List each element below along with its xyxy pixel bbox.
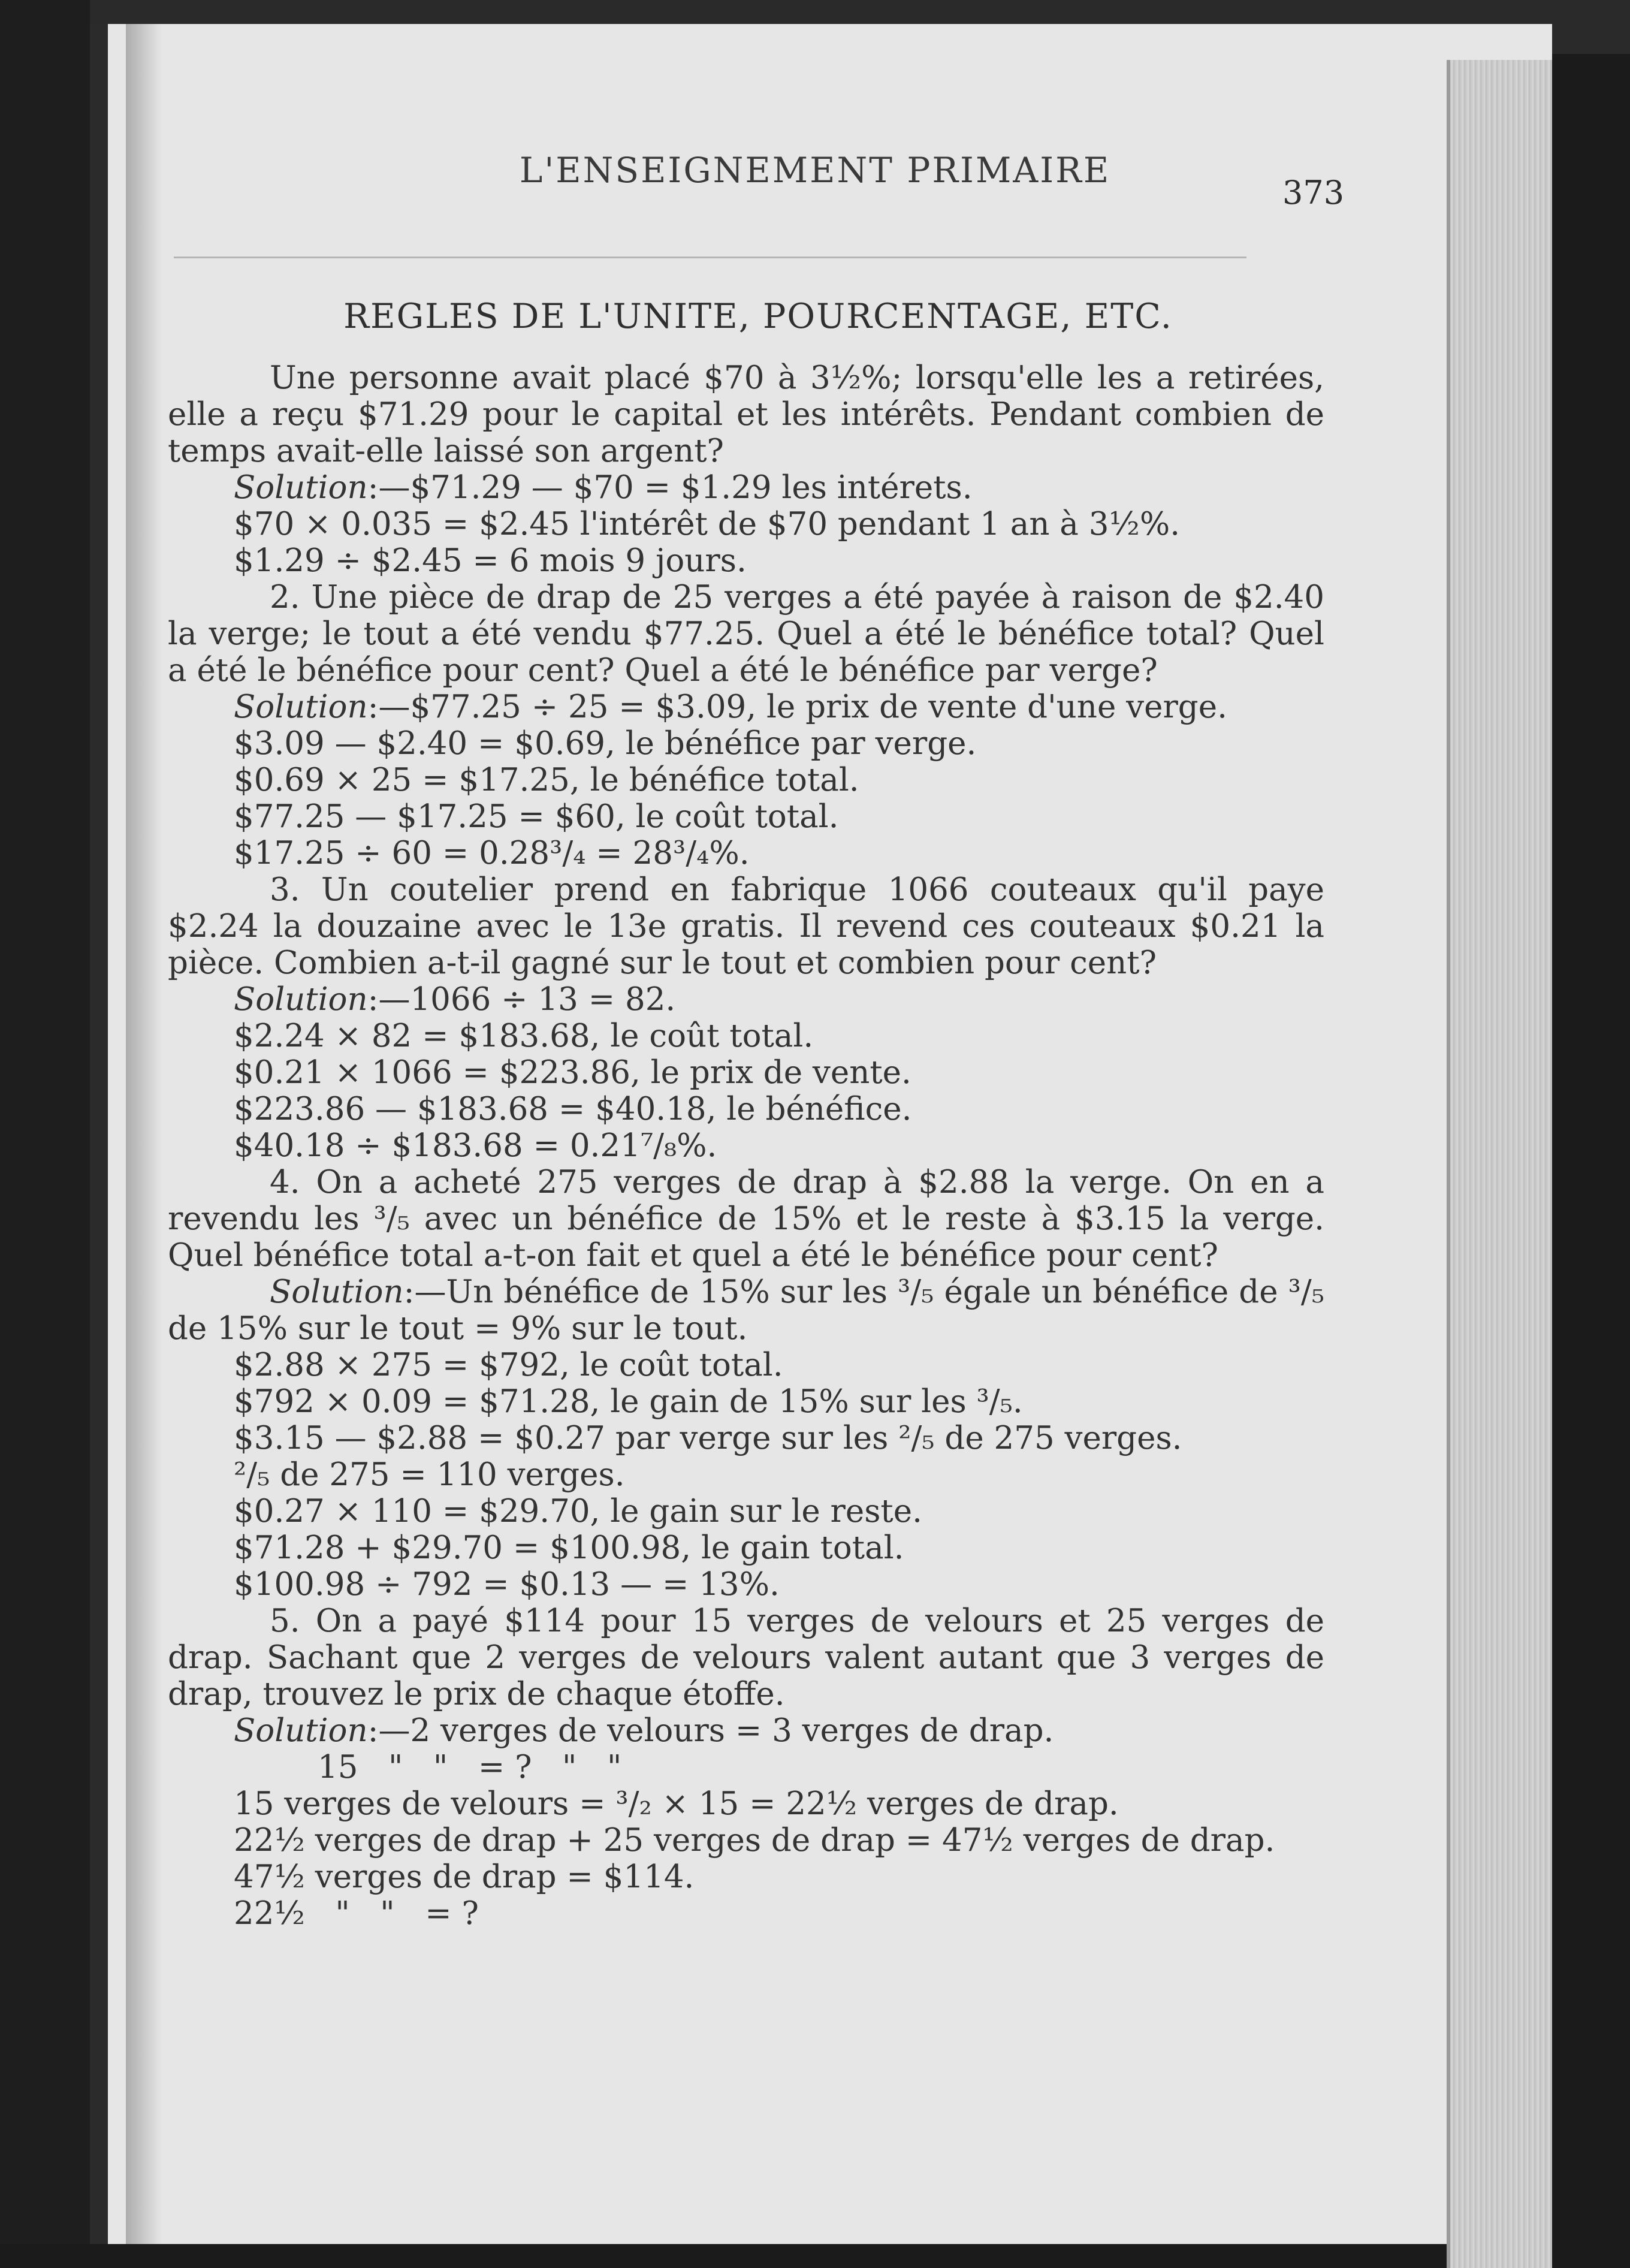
book-page	[90, 24, 1552, 2244]
solution-line: $792 × 0.09 = $71.28, le gain de 15% sur les ³/₅.	[234, 1383, 1023, 1420]
section-title: REGLES DE L'UNITE, POURCENTAGE, ETC.	[343, 297, 1173, 336]
solution-line: $2.24 × 82 = $183.68, le coût total.	[234, 1018, 814, 1054]
solution-text: :—$71.29 — $70 = $1.29 les intérets.	[367, 469, 973, 506]
solution-line: $3.15 — $2.88 = $0.27 par verge sur les ²/₅ de 275 verges.	[234, 1420, 1182, 1456]
problem-3-question: 3. Un coutelier prend en fabrique 1066 couteaux qu'il paye $2.24 la douzaine avec le 13e gratis. Il revend ces couteaux $0.21 la pièce. Combien a-t-il gagné sur le tout et combien pour cent?	[168, 871, 1324, 981]
problem-5-solution	[168, 1712, 1324, 1749]
solution-line: $1.29 ÷ $2.45 = 6 mois 9 jours.	[234, 542, 747, 579]
solution-text: :—$77.25 ÷ 25 = $3.09, le prix de vente d'une verge.	[367, 689, 1227, 725]
solution-line: $0.69 × 25 = $17.25, le bénéfice total.	[234, 762, 859, 798]
problem-5-question: 5. On a payé $114 pour 15 verges de velours et 25 verges de drap. Sachant que 2 verges de velours valent autant que 3 verges de drap, trouvez le prix de chaque étoffe.	[168, 1603, 1324, 1712]
solution-label: Solution	[234, 469, 368, 506]
solution-line: $3.09 — $2.40 = $0.69, le bénéfice par verge.	[234, 725, 977, 762]
problem-1-question: Une personne avait placé $70 à 3½%; lorsqu'elle les a retirées, elle a reçu $71.29 pour le capital et les intérêts. Pendant combien de temps avait-elle laissé son argent?	[168, 360, 1324, 469]
running-head: L'ENSEIGNEMENT PRIMAIRE	[519, 150, 1111, 191]
problem-4-solution	[168, 1274, 1324, 1347]
solution-line: $40.18 ÷ $183.68 = 0.21⁷/₈%.	[234, 1127, 717, 1164]
solution-line: $223.86 — $183.68 = $40.18, le bénéfice.	[234, 1091, 912, 1127]
solution-line: $2.88 × 275 = $792, le coût total.	[234, 1347, 783, 1383]
solution-line: ²/₅ de 275 = 110 verges.	[234, 1456, 625, 1493]
solution-text: :—1066 ÷ 13 = 82.	[367, 981, 676, 1018]
solution-line: $71.28 + $29.70 = $100.98, le gain total.	[234, 1530, 904, 1566]
problem-1-solution	[168, 469, 1324, 506]
solution-line: $77.25 — $17.25 = $60, le coût total.	[234, 798, 839, 835]
solution-label: Solution	[234, 1712, 368, 1749]
solution-label: Solution	[234, 981, 368, 1018]
header-rule	[174, 257, 1246, 258]
solution-line: 47½ verges de drap = $114.	[234, 1859, 695, 1895]
body-text	[168, 360, 1324, 1932]
solution-line: 22½ verges de drap + 25 verges de drap = 47½ verges de drap.	[234, 1822, 1275, 1859]
solution-line: 15 " " = ? " "	[318, 1749, 622, 1786]
problem-2-question: 2. Une pièce de drap de 25 verges a été payée à raison de $2.40 la verge; le tout a été vendu $77.25. Quel a été le bénéfice total? Quel a été le bénéfice pour cent? Quel a été le bénéfice par verge?	[168, 579, 1324, 689]
solution-line: 22½ " " = ?	[234, 1895, 479, 1932]
page-number: 373	[1282, 174, 1345, 212]
solution-line: 15 verges de velours = ³/₂ × 15 = 22½ verges de drap.	[234, 1786, 1119, 1822]
solution-text: :—2 verges de velours = 3 verges de drap.	[367, 1712, 1054, 1749]
solution-line: $0.27 × 110 = $29.70, le gain sur le reste.	[234, 1493, 922, 1530]
solution-line: $100.98 ÷ 792 = $0.13 — = 13%.	[234, 1566, 780, 1603]
book-cover-edge	[0, 0, 90, 2244]
problem-2-solution	[168, 689, 1324, 725]
solution-line: $0.21 × 1066 = $223.86, le prix de vente.	[234, 1054, 911, 1091]
solution-text: :—Un bénéfice de 15% sur les ³/₅ égale un bénéfice de ³/₅ de 15% sur le tout = 9% sur le tout.	[168, 1274, 1324, 1347]
problem-4-question: 4. On a acheté 275 verges de drap à $2.88 la verge. On en a revendu les ³/₅ avec un bénéfice de 15% et le reste à $3.15 la verge. Quel bénéfice total a-t-on fait et quel a été le bénéfice pour cent?	[168, 1164, 1324, 1274]
gutter-shadow	[126, 24, 162, 2244]
solution-label: Solution	[234, 689, 368, 725]
solution-label: Solution	[270, 1274, 404, 1310]
page-stack-edge	[1447, 60, 1552, 2268]
problem-3-solution	[168, 981, 1324, 1018]
solution-line: $70 × 0.035 = $2.45 l'intérêt de $70 pendant 1 an à 3½%.	[234, 506, 1181, 542]
solution-line: $17.25 ÷ 60 = 0.28³/₄ = 28³/₄%.	[234, 835, 750, 871]
